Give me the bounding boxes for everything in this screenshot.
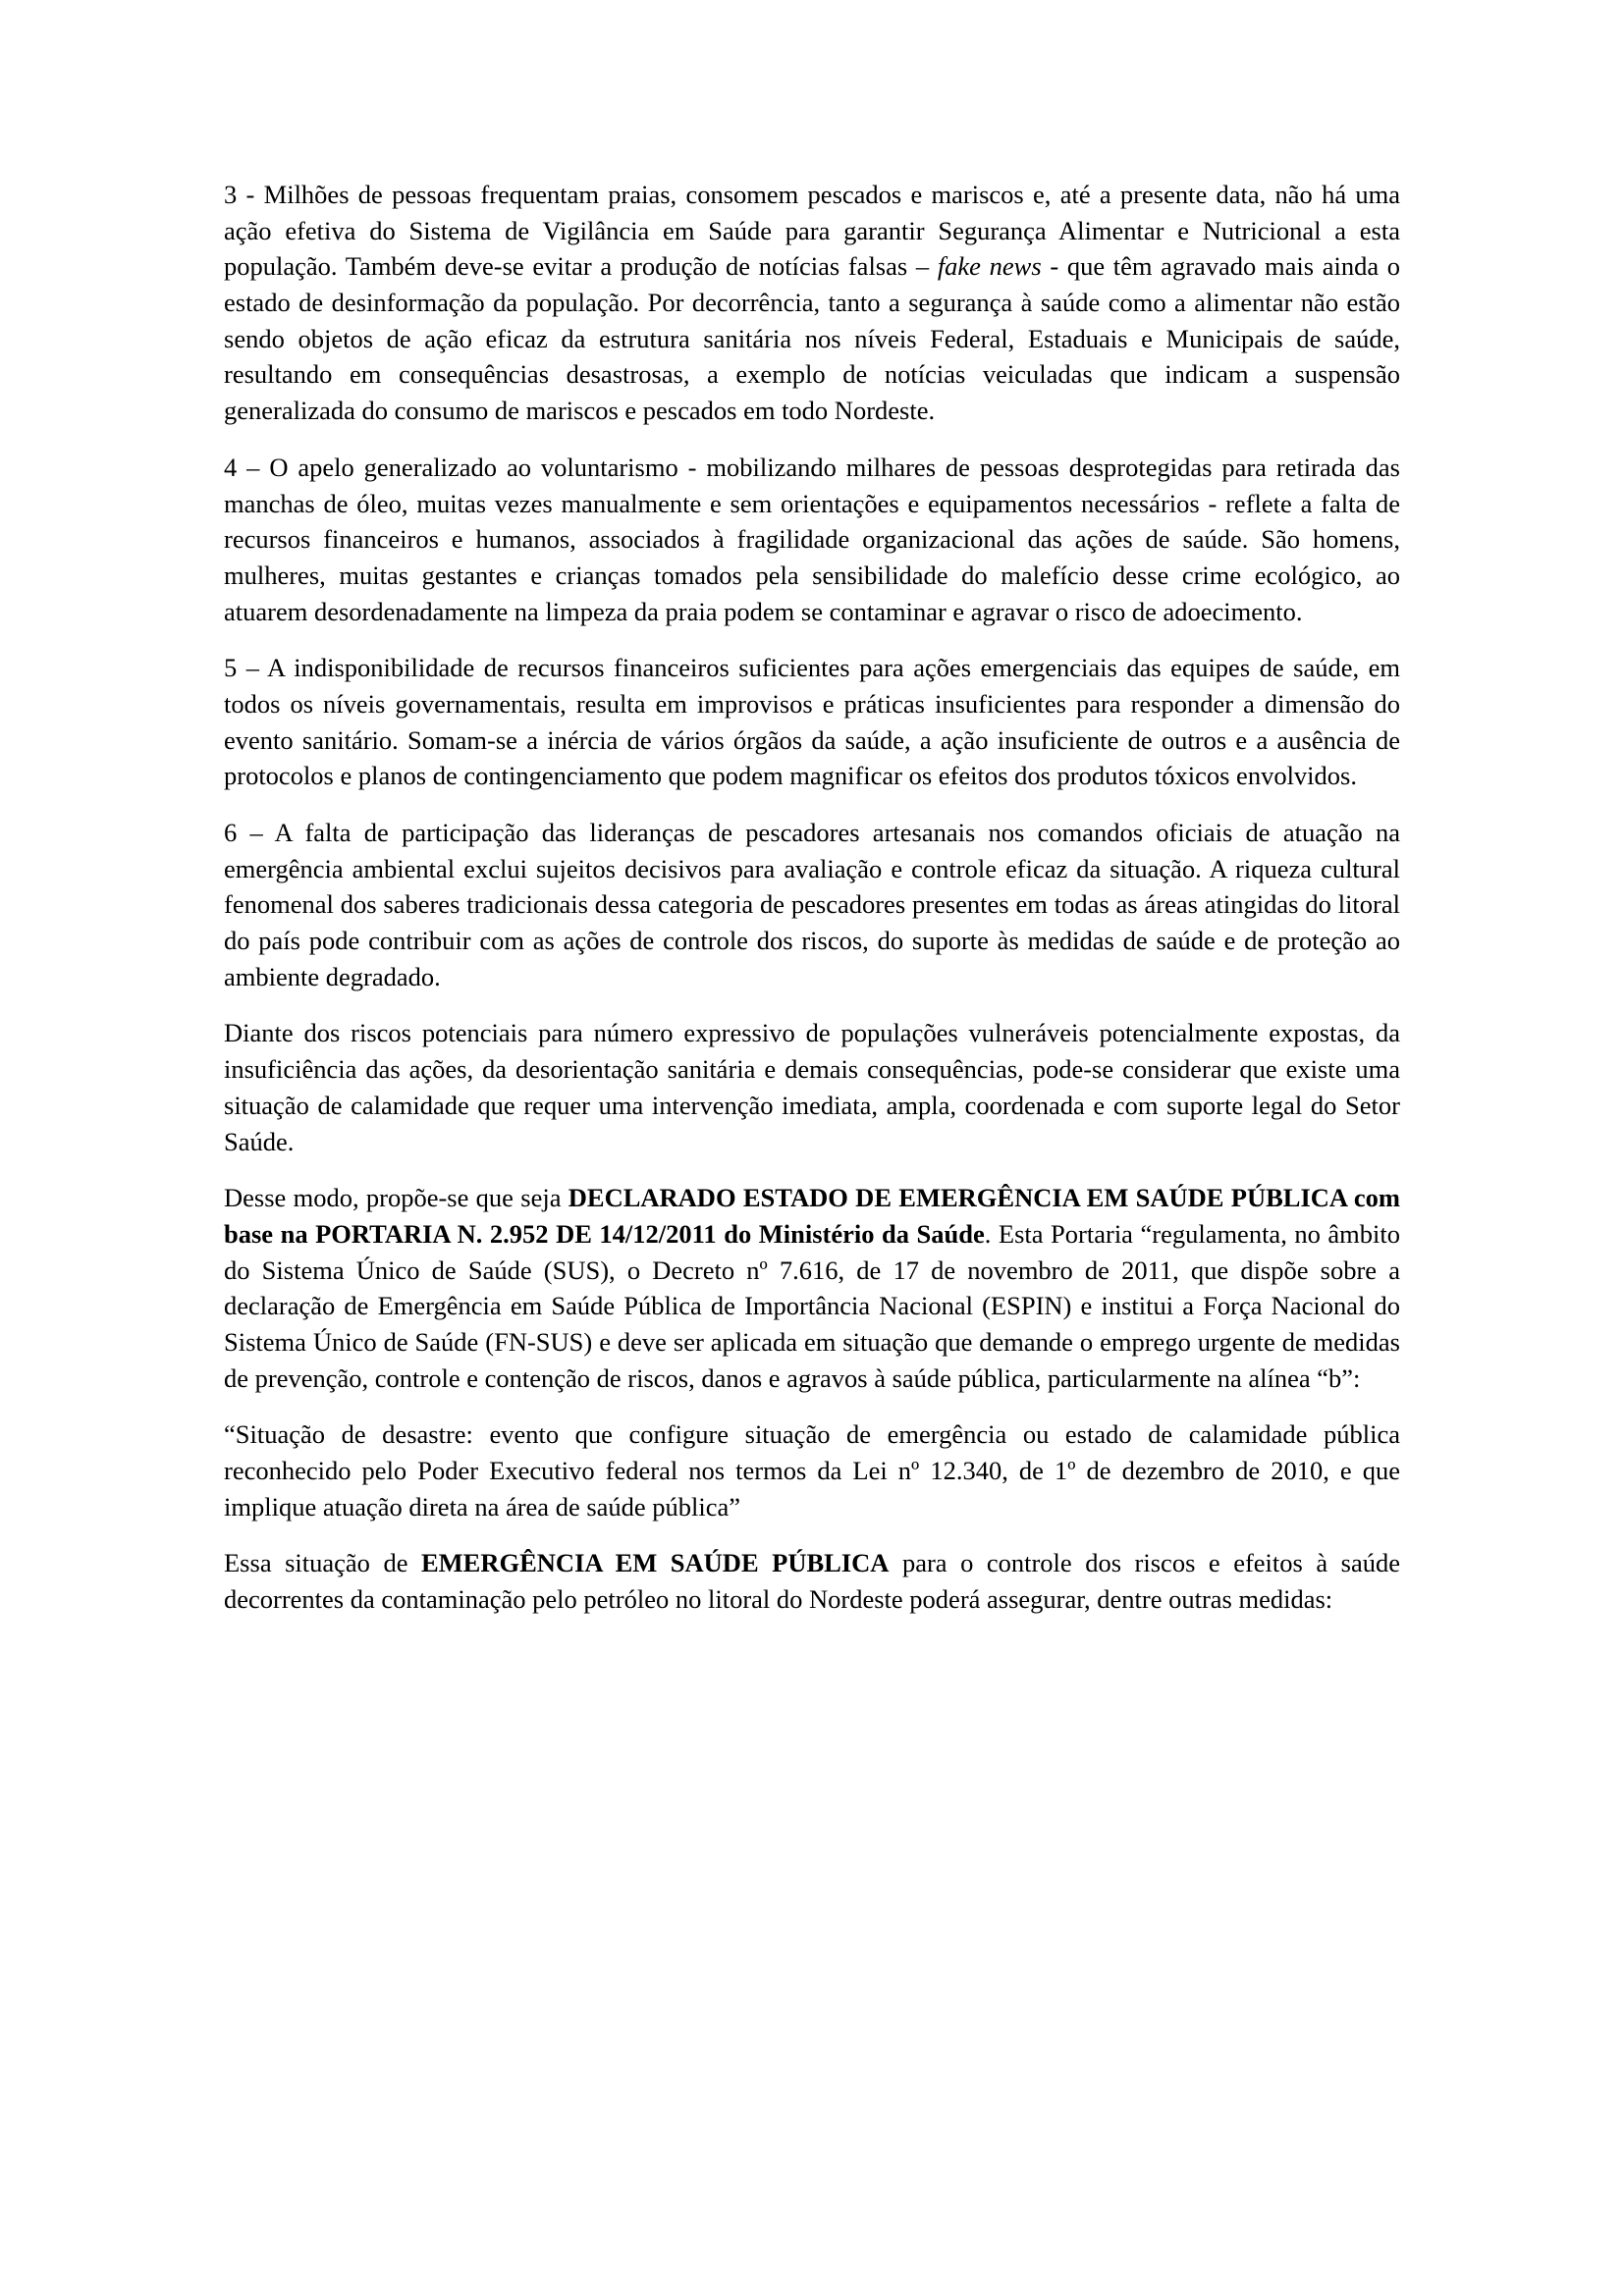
bold-run: EMERGÊNCIA EM SAÚDE PÚBLICA	[421, 1548, 890, 1578]
paragraph-citacao-situacao-desastre: “Situação de desastre: evento que configure situação de emergência ou estado de calamidade pública reconhecido pelo Poder Executivo federal nos termos da Lei nº 12.340, de 1º de dezembro de 2010, e que implique atuação direta na área de saúde pública”	[224, 1419, 1400, 1522]
paragraph-proposta-declaracao: Desse modo, propõe-se que seja DECLARADO ESTADO DE EMERGÊNCIA EM SAÚDE PÚBLICA com base na PORTARIA N. 2.952 DE 14/12/2011 do Ministério da Saúde. Esta Portaria “regulamenta, no âmbito do Sistema Único de Saúde (SUS), o Decreto nº 7.616, de 17 de novembro de 2011, que dispõe sobre a declaração de Emergência em Saúde Pública de Importância Nacional (ESPIN) e institui a Força Nacional do Sistema Único de Saúde (FN-SUS) e deve ser aplicada em situação que demande o emprego urgente de medidas de prevenção, controle e contenção de riscos, danos e agravos à saúde pública, particularmente na alínea “b”:	[224, 1183, 1400, 1393]
paragraph-essa-situacao: Essa situação de EMERGÊNCIA EM SAÚDE PÚBLICA para o controle dos riscos e efeitos à saúde decorrentes da contaminação pelo petróleo no litoral do Nordeste poderá assegurar, dentre outras medidas:	[224, 1548, 1400, 1615]
paragraph-conclusao-riscos: Diante dos riscos potenciais para número expressivo de populações vulneráveis potencialmente expostas, da insuficiência das ações, da desorientação sanitária e demais consequências, pode-se considerar que existe uma situação de calamidade que requer uma intervenção imediata, ampla, coordenada e com suporte legal do Setor Saúde.	[224, 1018, 1400, 1156]
paragraph-item-6: 6 – A falta de participação das lideranças de pescadores artesanais nos comandos oficiais de atuação na emergência ambiental exclui sujeitos decisivos para avaliação e controle eficaz da situação. A riqueza cultural fenomenal dos saberes tradicionais dessa categoria de pescadores presentes em todas as áreas atingidas do litoral do país pode contribuir com as ações de controle dos riscos, do suporte às medidas de saúde e de proteção ao ambiente degradado.	[224, 818, 1400, 991]
paragraph-item-3: 3 - Milhões de pessoas frequentam praias, consomem pescados e mariscos e, até a presente data, não há uma ação efetiva do Sistema de Vigilância em Saúde para garantir Segurança Alimentar e Nutricional a esta população. Também deve-se evitar a produção de notícias falsas – fake news - que têm agravado mais ainda o estado de desinformação da população. Por decorrência, tanto a segurança à saúde como a alimentar não estão sendo objetos de ação eficaz da estrutura sanitária nos níveis Federal, Estaduais e Municipais de saúde, resultando em consequências desastrosas, a exemplo de notícias veiculadas que indicam a suspensão generalizada do consumo de mariscos e pescados em todo Nordeste.	[224, 180, 1401, 426]
bold-run: DECLARADO ESTADO DE EMERGÊNCIA EM SAÚDE PÚBLICA com base na PORTARIA N. 2.952 DE 14/12/2011 do Ministério da Saúde	[224, 1183, 1400, 1249]
paragraph-item-4: 4 – O apelo generalizado ao voluntarismo - mobilizando milhares de pessoas desprotegidas para retirada das manchas de óleo, muitas vezes manualmente e sem orientações e equipamentos necessários - reflete a falta de recursos financeiros e humanos, associados à fragilidade organizacional das ações de saúde. São homens, mulheres, muitas gestantes e crianças tomados pela sensibilidade do malefício desse crime ecológico, ao atuarem desordenadamente na limpeza da praia podem se contaminar e agravar o risco de adoecimento.	[224, 452, 1400, 626]
document-text-body	[224, 177, 1400, 1618]
paragraph-item-5: 5 – A indisponibilidade de recursos financeiros suficientes para ações emergenciais das equipes de saúde, em todos os níveis governamentais, resulta em improvisos e práticas insuficientes para responder a dimensão do evento sanitário. Somam-se a inércia de vários órgãos da saúde, a ação insuficiente de outros e a ausência de protocolos e planos de contingenciamento que podem magnificar os efeitos dos produtos tóxicos envolvidos.	[224, 653, 1400, 791]
italic-run: fake news	[937, 251, 1042, 282]
